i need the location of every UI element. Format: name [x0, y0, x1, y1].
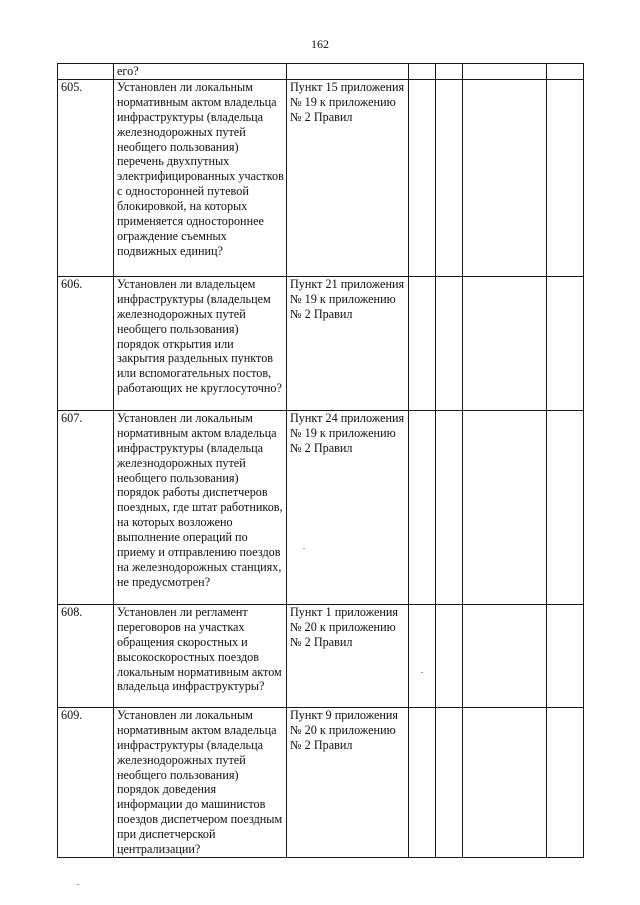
- table-row: [58, 707, 584, 857]
- reference-cell: Пункт 24 приложения № 19 к приложению № 2 Правил: [287, 410, 409, 604]
- answer-no-cell[interactable]: [436, 410, 463, 604]
- notes-cell[interactable]: [547, 64, 584, 80]
- answer-yes-cell[interactable]: [409, 410, 436, 604]
- table-row: [58, 604, 584, 707]
- answer-na-cell[interactable]: [463, 707, 547, 857]
- notes-cell[interactable]: [547, 410, 584, 604]
- answer-na-cell[interactable]: [463, 276, 547, 410]
- notes-cell[interactable]: [547, 707, 584, 857]
- answer-no-cell[interactable]: [436, 79, 463, 276]
- answer-yes-cell[interactable]: [409, 707, 436, 857]
- continuation-row: [58, 64, 584, 80]
- answer-yes-cell[interactable]: [409, 276, 436, 410]
- reference-cell: Пункт 21 приложения № 19 к приложению № 2 Правил: [287, 276, 409, 410]
- reference-cell: [287, 64, 409, 80]
- reference-cell: Пункт 15 приложения № 19 к приложению № 2 Правил: [287, 79, 409, 276]
- page-number: 162: [311, 37, 329, 51]
- question-cell: Установлен ли локальным нормативным актом владельца инфраструктуры (владельца железнодорожных путей необщего пользования) перечень двухпутных электрифицированных участков с односторонней путевой блокировкой, на которых применяется одностороннее ограждение съемных подвижных единиц?: [114, 79, 287, 276]
- table-row: [58, 276, 584, 410]
- answer-no-cell[interactable]: [436, 276, 463, 410]
- answer-yes-cell[interactable]: [409, 79, 436, 276]
- number-cell: 609.: [58, 707, 114, 857]
- question-cell: Установлен ли регламент переговоров на участках обращения скоростных и высокоскоростных поездов локальным нормативным актом владельца инфраструктуры?: [114, 604, 287, 707]
- answer-na-cell[interactable]: [463, 64, 547, 80]
- answer-na-cell[interactable]: [463, 604, 547, 707]
- reference-cell: Пункт 1 приложения № 20 к приложению № 2 Правил: [287, 604, 409, 707]
- scan-speck: [421, 672, 423, 673]
- number-cell: 607.: [58, 410, 114, 604]
- notes-cell[interactable]: [547, 604, 584, 707]
- answer-no-cell[interactable]: [436, 707, 463, 857]
- answer-na-cell[interactable]: [463, 410, 547, 604]
- number-cell: [58, 64, 114, 80]
- table-row: [58, 79, 584, 276]
- question-cell: Установлен ли владельцем инфраструктуры (владельцем железнодорожных путей необщего пользования) порядок открытия или закрытия раздельных пунктов или вспомогательных постов, работающих не круглосуточно?: [114, 276, 287, 410]
- notes-cell[interactable]: [547, 276, 584, 410]
- question-cell: Установлен ли локальным нормативным актом владельца инфраструктуры (владельца железнодорожных путей необщего пользования) порядок доведения информации до машинистов поездов диспетчером поездным при диспетчерской централизации?: [114, 707, 287, 857]
- answer-yes-cell[interactable]: [409, 64, 436, 80]
- answer-na-cell[interactable]: [463, 79, 547, 276]
- number-cell: 608.: [58, 604, 114, 707]
- scan-speck: [303, 548, 305, 549]
- number-cell: 606.: [58, 276, 114, 410]
- scan-speck: [77, 884, 79, 885]
- answer-no-cell[interactable]: [436, 604, 463, 707]
- answer-yes-cell[interactable]: [409, 604, 436, 707]
- question-cell: его?: [114, 64, 287, 80]
- notes-cell[interactable]: [547, 79, 584, 276]
- question-cell: Установлен ли локальным нормативным актом владельца инфраструктуры (владельца железнодорожных путей необщего пользования) порядок работы диспетчеров поездных, где штат работников, на которых возложено выполнение операций по приему и отправлению поездов на железнодорожных станциях, не предусмотрен?: [114, 410, 287, 604]
- answer-no-cell[interactable]: [436, 64, 463, 80]
- checklist-table: [57, 63, 584, 858]
- reference-cell: Пункт 9 приложения № 20 к приложению № 2 Правил: [287, 707, 409, 857]
- number-cell: 605.: [58, 79, 114, 276]
- table-row: [58, 410, 584, 604]
